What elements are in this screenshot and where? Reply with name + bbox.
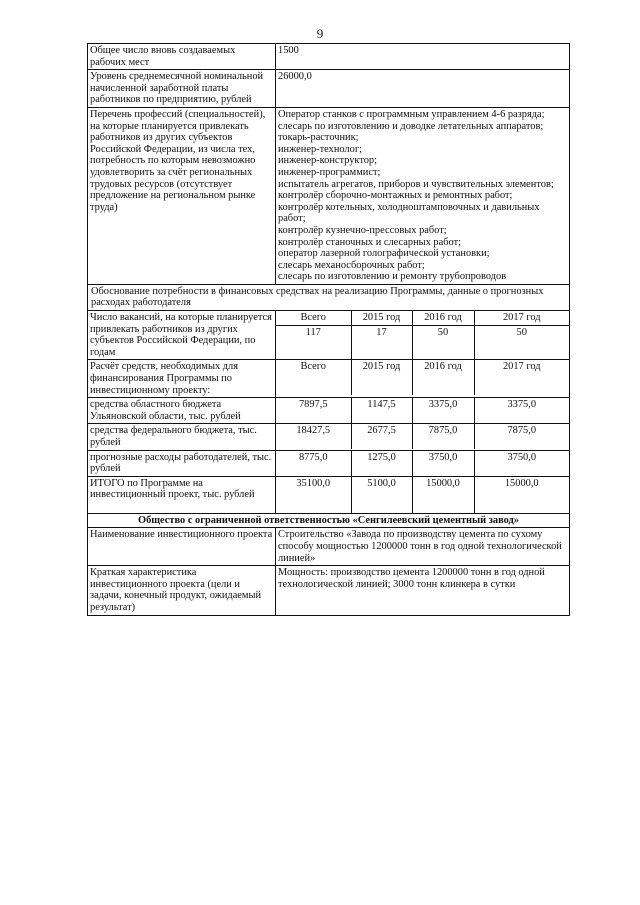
table-row: [88, 311, 570, 360]
vacancies-header-2016: 2016 год: [412, 311, 474, 325]
grand-total: 35100,0: [296, 477, 331, 489]
vacancies-total: 117: [276, 325, 351, 359]
vacancies-2015: 17: [351, 325, 412, 359]
profession-item: контролёр станочных и слесарных работ;: [278, 236, 462, 248]
table-row: [88, 398, 570, 424]
funding-header-grid: [276, 360, 570, 398]
federal-2017: 7875,0: [474, 424, 569, 449]
federal-2015: 2677,5: [351, 424, 412, 449]
vacancies-2016: 50: [412, 325, 474, 359]
project-summary-label: Краткая характеристика инвестиционного проекта (цели и задачи, конечный продукт, ожидаемый результат): [88, 566, 276, 615]
salary-label: Уровень среднемесячной номинальной начисленной заработной платы работников по предприятию, рублей: [88, 70, 276, 108]
funding-header-2016: 2016 год: [412, 360, 474, 395]
vacancies-header-2015: 2015 год: [351, 311, 412, 325]
table-row: [88, 513, 570, 528]
profession-item: токарь-расточник;: [278, 132, 359, 144]
table-row: [88, 424, 570, 450]
vacancies-header-2017: 2017 год: [474, 311, 569, 325]
jobs-value: 1500: [276, 44, 570, 70]
table-row: [88, 107, 570, 284]
vacancies-header-total: Всего: [300, 312, 326, 324]
regional-2015: 1147,5: [351, 398, 412, 423]
table-row: [88, 476, 570, 513]
funding-label: Расчёт средств, необходимых для финансирования Программы по инвестиционному проекту:: [88, 360, 276, 398]
funding-header-subtable: [276, 360, 569, 395]
total-2016: 15000,0: [412, 477, 474, 513]
profession-item: инженер-программист;: [278, 166, 381, 178]
regional-budget-subtable: [276, 398, 569, 423]
document-table-container: [87, 43, 570, 616]
profession-item: испытатель агрегатов, приборов и чувствительных элементов;: [278, 178, 554, 190]
employer-total: 8775,0: [298, 451, 328, 463]
company-heading: Общество с ограниченной ответственностью «Сенгилеевский цементный завод»: [88, 513, 570, 528]
jobs-label: Общее число вновь создаваемых рабочих мест: [88, 44, 276, 70]
total-2017: 15000,0: [474, 477, 569, 513]
profession-item: Оператор станков с программным управлением 4-6 разряда;: [278, 108, 545, 120]
funding-header-total: Всего: [300, 361, 326, 373]
total-subtable: [276, 477, 569, 513]
regional-total: 7897,5: [298, 399, 328, 411]
total-label: ИТОГО по Программе на инвестиционный проект, тыс. рублей: [88, 476, 276, 513]
table-row: [88, 44, 570, 70]
table-row: [88, 450, 570, 476]
profession-item: инженер-конструктор;: [278, 155, 378, 167]
federal-budget-subtable: [276, 424, 569, 449]
profession-item: слесарь механосборочных работ;: [278, 259, 425, 271]
employer-2017: 3750,0: [474, 451, 569, 476]
regional-budget-label: средства областного бюджета Ульяновской области, тыс. рублей: [88, 398, 276, 424]
federal-budget-values: [276, 424, 570, 450]
funding-header-2017: 2017 год: [474, 360, 569, 395]
federal-2016: 7875,0: [412, 424, 474, 449]
vacancies-2017: 50: [474, 325, 569, 359]
employer-expenses-label: прогнозные расходы работодателей, тыс. рублей: [88, 450, 276, 476]
profession-item: слесарь по изготовлению и ремонту трубопроводов: [278, 271, 507, 283]
page-number: 9: [316, 26, 324, 41]
vacancies-subtable: [276, 311, 569, 359]
vacancies-grid: [276, 311, 570, 360]
funding-header-2015: 2015 год: [351, 360, 412, 395]
employer-expenses-subtable: [276, 451, 569, 476]
profession-item: контролёр сборочно-монтажных и ремонтных работ;: [278, 190, 513, 202]
regional-2017: 3375,0: [474, 398, 569, 423]
table-row: [88, 360, 570, 398]
professions-list: [276, 107, 570, 284]
profession-item: контролёр кузнечно-прессовых работ;: [278, 224, 447, 236]
regional-2016: 3375,0: [412, 398, 474, 423]
project-name-label: Наименование инвестиционного проекта: [88, 528, 276, 566]
table-row: [88, 70, 570, 108]
program-table: [87, 43, 570, 616]
salary-value: 26000,0: [276, 70, 570, 108]
total-values: [276, 476, 570, 513]
federal-budget-label: средства федерального бюджета, тыс. рублей: [88, 424, 276, 450]
regional-budget-values: [276, 398, 570, 424]
justification-text: Обоснование потребности в финансовых средствах на реализацию Программы, данные о прогнозных расходах работодателя: [88, 284, 570, 310]
total-2015: 5100,0: [351, 477, 412, 513]
employer-2015: 1275,0: [351, 451, 412, 476]
profession-item: оператор лазерной голографической установки;: [278, 248, 490, 260]
professions-label: Перечень профессий (специальностей), на которые планируется привлекать работников из других субъектов Российской Федерации, из числа тех, потребность по которым невозможно удовлетворить за счёт региональных трудовых ресурсов (отсутствует предложение на региональном рынке труда): [88, 107, 276, 284]
project-name-value: Строительство «Завода по производству цемента по сухому способу мощностью 1200000 тонн в год одной технологической линией»: [276, 528, 570, 566]
table-row: [88, 284, 570, 310]
profession-item: контролёр котельных, холодноштамповочных и давильных работ;: [278, 201, 540, 225]
project-summary-value: Мощность: производство цемента 1200000 тонн в год одной технологической линией; 3000 тонн клинкера в сутки: [276, 566, 570, 615]
vacancies-label: Число вакансий, на которые планируется привлекать работников из других субъектов Российской Федерации, по годам: [88, 311, 276, 360]
employer-expenses-values: [276, 450, 570, 476]
employer-2016: 3750,0: [412, 451, 474, 476]
profession-item: инженер-технолог;: [278, 143, 362, 155]
table-row: [88, 528, 570, 566]
profession-item: слесарь по изготовлению и доводке летательных аппаратов;: [278, 120, 544, 132]
federal-total: 18427,5: [296, 425, 331, 437]
table-row: [88, 566, 570, 615]
